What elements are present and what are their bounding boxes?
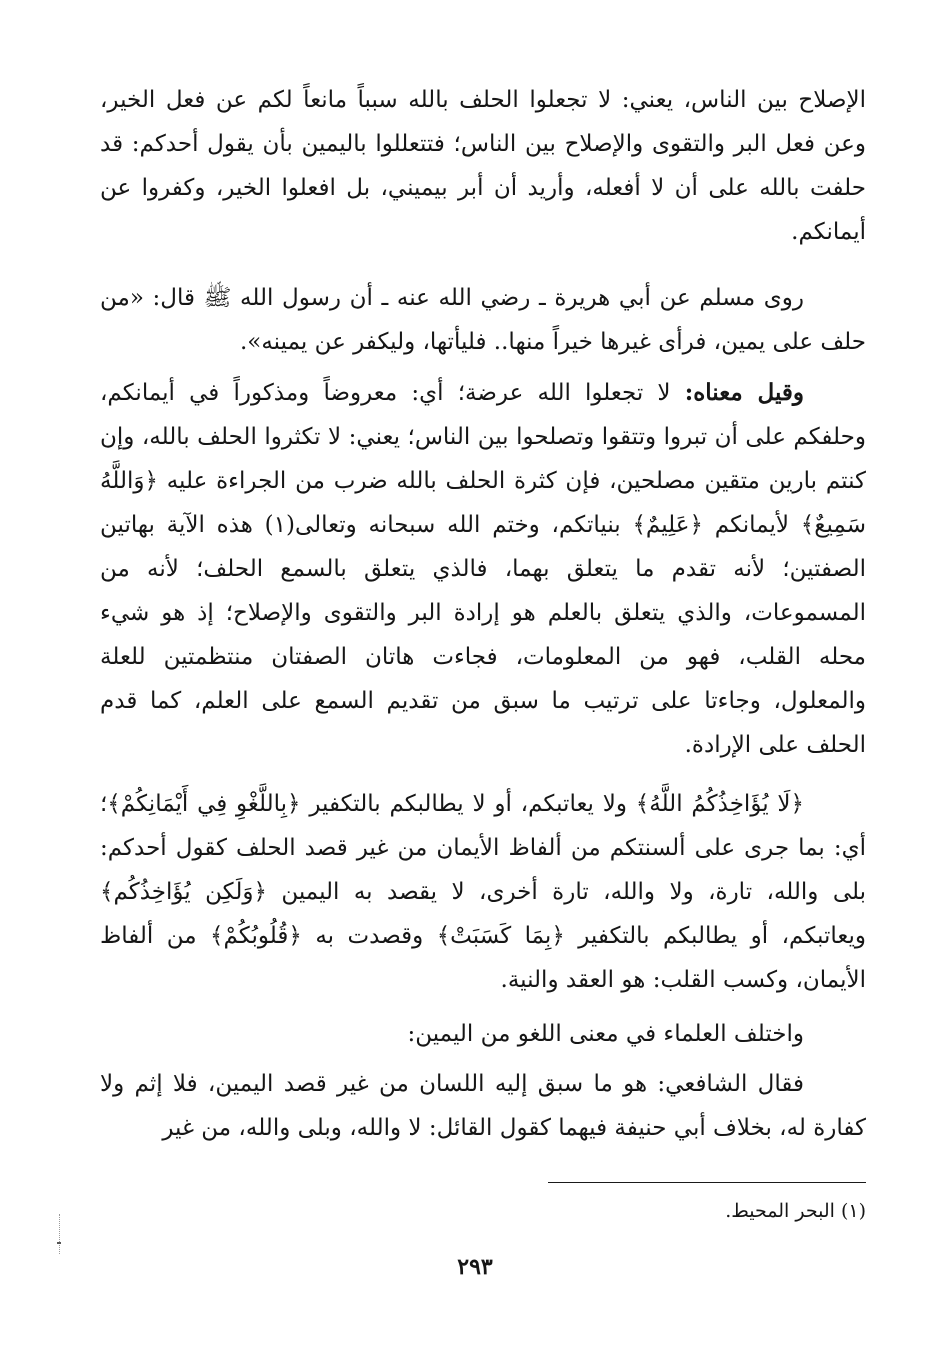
- paragraph-islah: الإصلاح بين الناس، يعني: لا تجعلوا الحلف بالله سبباً مانعاً لكم عن فعل الخير، وعن فعل البر والتقوى والإصلاح بين الناس؛ فتتعللوا باليمين بأن يقول أحدكم: قد حلفت بالله على أن لا أفعله، وأريد أن أبر بيميني، بل افعلوا الخير، وكفروا عن أيمانكم.: [100, 87, 866, 245]
- scan-speck: [59, 1214, 62, 1254]
- footnote-separator: [548, 1182, 866, 1183]
- paragraph-meaning: [100, 371, 866, 767]
- footnote: (١) البحر المحيط.: [725, 1200, 866, 1222]
- paragraph-laghw-verse: ﴿لَا يُؤَاخِذُكُمُ اللَّهُ﴾ ولا يعاتبكم، أو لا يطالبكم بالتكفير ﴿بِاللَّغْوِ فِي أَيْمَانِكُمْ﴾؛ أي: بما جرى على ألسنتكم من ألفاظ الأيمان من غير قصد الحلف كقول أحدكم: بلى والله، تارة، ولا والله، تارة أخرى، لا يقصد به اليمين ﴿وَلَكِن يُؤَاخِذُكُم﴾ ويعاتبكم، أو يطالبكم بالتكفير ﴿بِمَا كَسَبَتْ﴾ وقصدت به ﴿قُلُوبُكُمْ﴾ من ألفاظ الأيمان، وكسب القلب: هو العقد والنية.: [100, 791, 866, 993]
- paragraph-shafii: فقال الشافعي: هو ما سبق إليه اللسان من غير قصد اليمين، فلا إثم ولا كفارة له، بخلاف أبي حنيفة فيهما كقول القائل: لا والله، وبلى والله، من غير: [100, 1071, 866, 1141]
- scan-mark: [57, 1242, 61, 1244]
- paragraph-meaning-body: لا تجعلوا الله عرضة؛ أي: معروضاً ومذكوراً في أيمانكم، وحلفكم على أن تبروا وتتقوا وتصلحوا بين الناس؛ يعني: لا تكثروا الحلف بالله، وإن كنتم بارين متقين مصلحين، فإن كثرة الحلف بالله ضرب من الجراءة عليه ﴿وَاللَّهُ سَمِيعٌ﴾ لأيمانكم ﴿عَلِيمٌ﴾ بنياتكم، وختم الله سبحانه وتعالى(١) هذه الآية بهاتين الصفتين؛ لأنه تقدم ما يتعلق بهما، فالذي يتعلق بالسمع الحلف؛ لأنه من المسموعات، والذي يتعلق بالعلم هو إرادة البر والتقوى والإصلاح؛ إذ هو شيء محله القلب، فهو من المعلومات، فجاءت هاتان الصفتان منتظمتين للعلة والمعلول، وجاءتا على ترتيب ما سبق من تقديم السمع على العلم، كما قدم الحلف على الإرادة.: [100, 380, 866, 758]
- paragraph-scholars-differ: واختلف العلماء في معنى اللغو من اليمين:: [407, 1021, 804, 1047]
- page-number: ٢٩٣: [457, 1254, 493, 1280]
- paragraph-hadith: روى مسلم عن أبي هريرة ـ رضي الله عنه ـ أن رسول الله ﷺ قال: «من حلف على يمين، فرأى غيرها خيراً منها.. فليأتها، وليكفر عن يمينه».: [100, 285, 866, 355]
- paragraph-lead: وقيل معناه:: [684, 379, 804, 406]
